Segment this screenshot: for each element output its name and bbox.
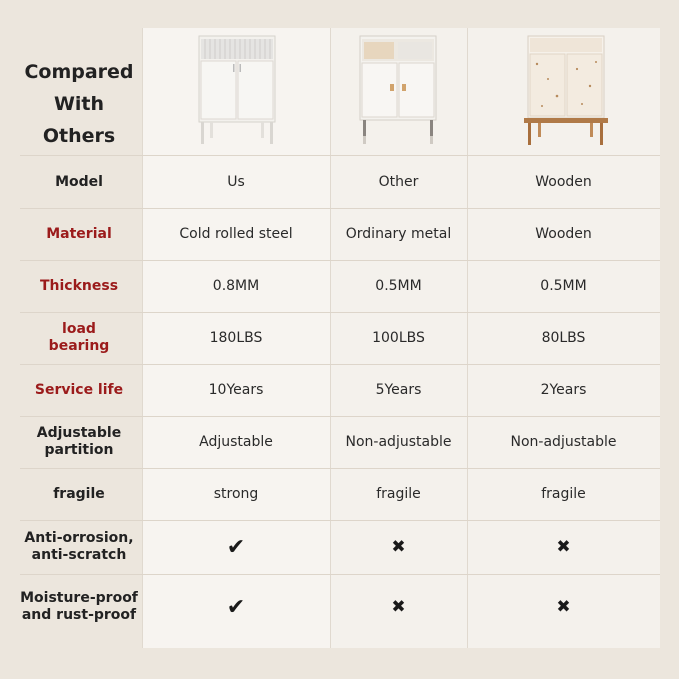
- row-label-line-2: bearing: [48, 338, 110, 354]
- row-label: [20, 312, 138, 364]
- title-line-1: Compared: [24, 61, 134, 83]
- cell-wooden: 0.5MM: [540, 278, 587, 294]
- cross-icon: ✖: [391, 597, 406, 617]
- row-label-line-1: load: [62, 321, 96, 337]
- row-label-text: [55, 174, 103, 191]
- cell-other: 0.5MM: [375, 278, 422, 294]
- row-label: [20, 364, 138, 416]
- row-label-line-1: Service life: [34, 381, 124, 398]
- cell-us: 180LBS: [209, 330, 263, 346]
- row-label-line-1: Anti-orrosion,: [24, 530, 134, 546]
- cell-us: 0.8MM: [212, 278, 260, 294]
- cell-wooden: 80LBS: [541, 330, 586, 346]
- cell-us: Adjustable: [199, 434, 273, 450]
- row-label-text: [40, 278, 118, 295]
- cell-other: fragile: [376, 486, 421, 502]
- row-label-line-1: Adjustable: [36, 425, 122, 441]
- row-label: [20, 156, 138, 208]
- row-label: [20, 574, 138, 640]
- check-icon: ✔: [226, 594, 246, 620]
- row-label-line-1: Thickness: [39, 277, 119, 294]
- check-icon: [142, 520, 330, 574]
- row-label-text: [37, 425, 121, 459]
- product-image-us: [196, 34, 278, 148]
- cell-us: strong: [213, 486, 259, 502]
- row-label: [20, 416, 138, 468]
- cross-icon: ✖: [391, 537, 406, 557]
- product-image-other: [356, 34, 440, 148]
- row-label-text: [24, 530, 133, 564]
- row-label: [20, 468, 138, 520]
- row-label-text: [53, 486, 105, 503]
- cross-icon: ✖: [556, 537, 571, 557]
- product-image-wooden: [522, 34, 608, 148]
- cell-us: Cold rolled steel: [179, 226, 293, 242]
- cross-icon: ✖: [556, 597, 571, 617]
- cell-us: Us: [227, 174, 245, 190]
- row-label-line-2: partition: [44, 442, 114, 458]
- cell-wooden: Wooden: [535, 226, 592, 242]
- row-label-line-1: fragile: [53, 485, 105, 502]
- cell-wooden: fragile: [541, 486, 586, 502]
- row-label-text: [46, 226, 112, 243]
- cell-us: 10Years: [208, 382, 264, 398]
- cell-wooden: 2Years: [540, 382, 587, 398]
- cell-other: Non-adjustable: [345, 434, 452, 450]
- cross-icon: [467, 574, 660, 640]
- cell-wooden: Wooden: [535, 174, 592, 190]
- cell-other: Ordinary metal: [345, 226, 452, 242]
- cross-icon: [330, 520, 467, 574]
- cell-other: 100LBS: [372, 330, 425, 346]
- page-title: [18, 56, 140, 152]
- cell-other: 5Years: [375, 382, 422, 398]
- row-label-line-1: Moisture-proof: [20, 590, 138, 606]
- row-label-text: [20, 590, 138, 624]
- row-label-line-2: anti-scratch: [31, 547, 127, 563]
- check-icon: ✔: [226, 534, 246, 560]
- row-label-line-2: and rust-proof: [21, 607, 137, 623]
- title-line-2: With Others: [42, 93, 116, 147]
- row-label-text: [49, 321, 110, 355]
- row-label: [20, 260, 138, 312]
- row-label-text: [35, 382, 123, 399]
- row-label: [20, 208, 138, 260]
- cell-other: Other: [378, 174, 419, 190]
- cell-wooden: Non-adjustable: [510, 434, 617, 450]
- cross-icon: [330, 574, 467, 640]
- row-label-line-1: Material: [46, 225, 112, 242]
- check-icon: [142, 574, 330, 640]
- cross-icon: [467, 520, 660, 574]
- row-label-line-1: Model: [55, 173, 103, 190]
- row-label: [20, 520, 138, 574]
